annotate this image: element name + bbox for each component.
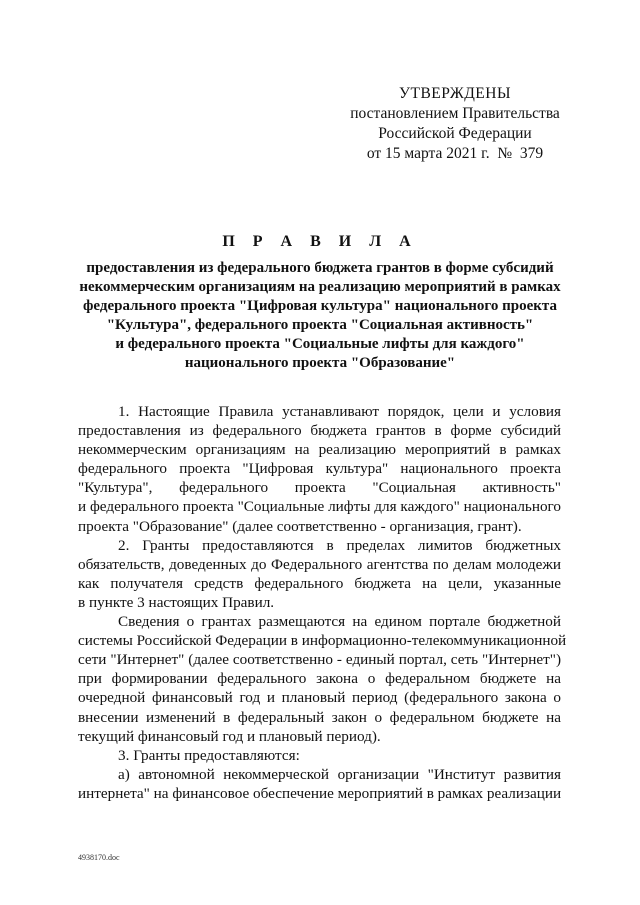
document-body — [78, 402, 567, 803]
text-line: предоставления из федерального бюджета грантов в форме субсидий — [78, 422, 561, 440]
document-file-id: 4938170.doc — [78, 853, 120, 862]
text-line: 2. Гранты предоставляются в пределах лимитов бюджетных — [118, 536, 561, 554]
text-line: очередной финансовый год и плановый период (федерального закона о — [78, 689, 561, 707]
text-line: интернета" на финансовое обеспечение мероприятий в рамках реализации — [78, 784, 562, 802]
text-line: и федерального проекта "Социальные лифты для каждого" национального — [78, 498, 561, 516]
subtitle-line: некоммерческим организациям на реализацию мероприятий в рамках — [79, 279, 561, 295]
text-line: системы Российской Федерации в информационно-телекоммуникационной — [78, 632, 567, 650]
text-line: федерального проекта "Цифровая культура" национального проекта — [78, 460, 561, 478]
paragraph-5 — [78, 765, 561, 803]
paragraph-2 — [78, 536, 561, 612]
text-line: "Культура", федерального проекта "Социальная активность" — [78, 479, 561, 497]
subtitle-line: национального проекта "Образование" — [184, 355, 456, 371]
text-line: а) автономной некоммерческой организации "Институт развития — [118, 765, 561, 783]
paragraph-3 — [78, 612, 567, 746]
text-line: некоммерческим организациям на реализацию мероприятий в рамках — [78, 441, 561, 459]
text-line: сети "Интернет" (далее соответственно - единый портал, сеть "Интернет") — [78, 651, 561, 669]
subtitle-line: предоставления из федерального бюджета грантов в форме субсидий — [86, 260, 554, 276]
approval-line-2: Российской Федерации — [378, 125, 532, 142]
paragraph-4 — [78, 746, 561, 765]
subtitle-line: федерального проекта "Цифровая культура" национального проекта — [83, 298, 557, 314]
text-line: в пункте 3 настоящих Правил. — [78, 593, 275, 611]
subtitle-line: и федерального проекта "Социальные лифты для каждого" — [115, 336, 525, 352]
text-line: как получателя средств федерального бюджета на цели, указанные — [78, 574, 561, 592]
text-line: текущий финансовый год и плановый период). — [78, 727, 381, 745]
text-line: 1. Настоящие Правила устанавливают порядок, цели и условия — [118, 403, 561, 420]
approval-date-line: от 15 марта 2021 г. № 379 — [366, 145, 544, 162]
text-line: при формировании федерального закона о федеральном бюджете на — [78, 670, 561, 688]
text-line: внесении изменений в федеральный закон о федеральном бюджете на — [78, 708, 561, 726]
paragraph-1 — [78, 402, 561, 536]
approval-line-1: постановлением Правительства — [350, 105, 560, 122]
approval-stamp — [340, 84, 570, 164]
text-line: обязательств, доведенных до Федерального агентства по делам молодежи — [78, 555, 561, 573]
text-line: 3. Гранты предоставляются: — [118, 746, 300, 764]
document-title: П Р А В И Л А — [222, 233, 418, 250]
subtitle-line: "Культура", федерального проекта "Социальная активность" — [106, 317, 534, 333]
text-line: проекта "Образование" (далее соответственно - организация, грант). — [78, 517, 522, 535]
document-subtitle — [70, 259, 570, 373]
approved-heading: УТВЕРЖДЕНЫ — [399, 85, 511, 102]
text-line: Сведения о грантах размещаются на едином портале бюджетной — [118, 613, 561, 631]
